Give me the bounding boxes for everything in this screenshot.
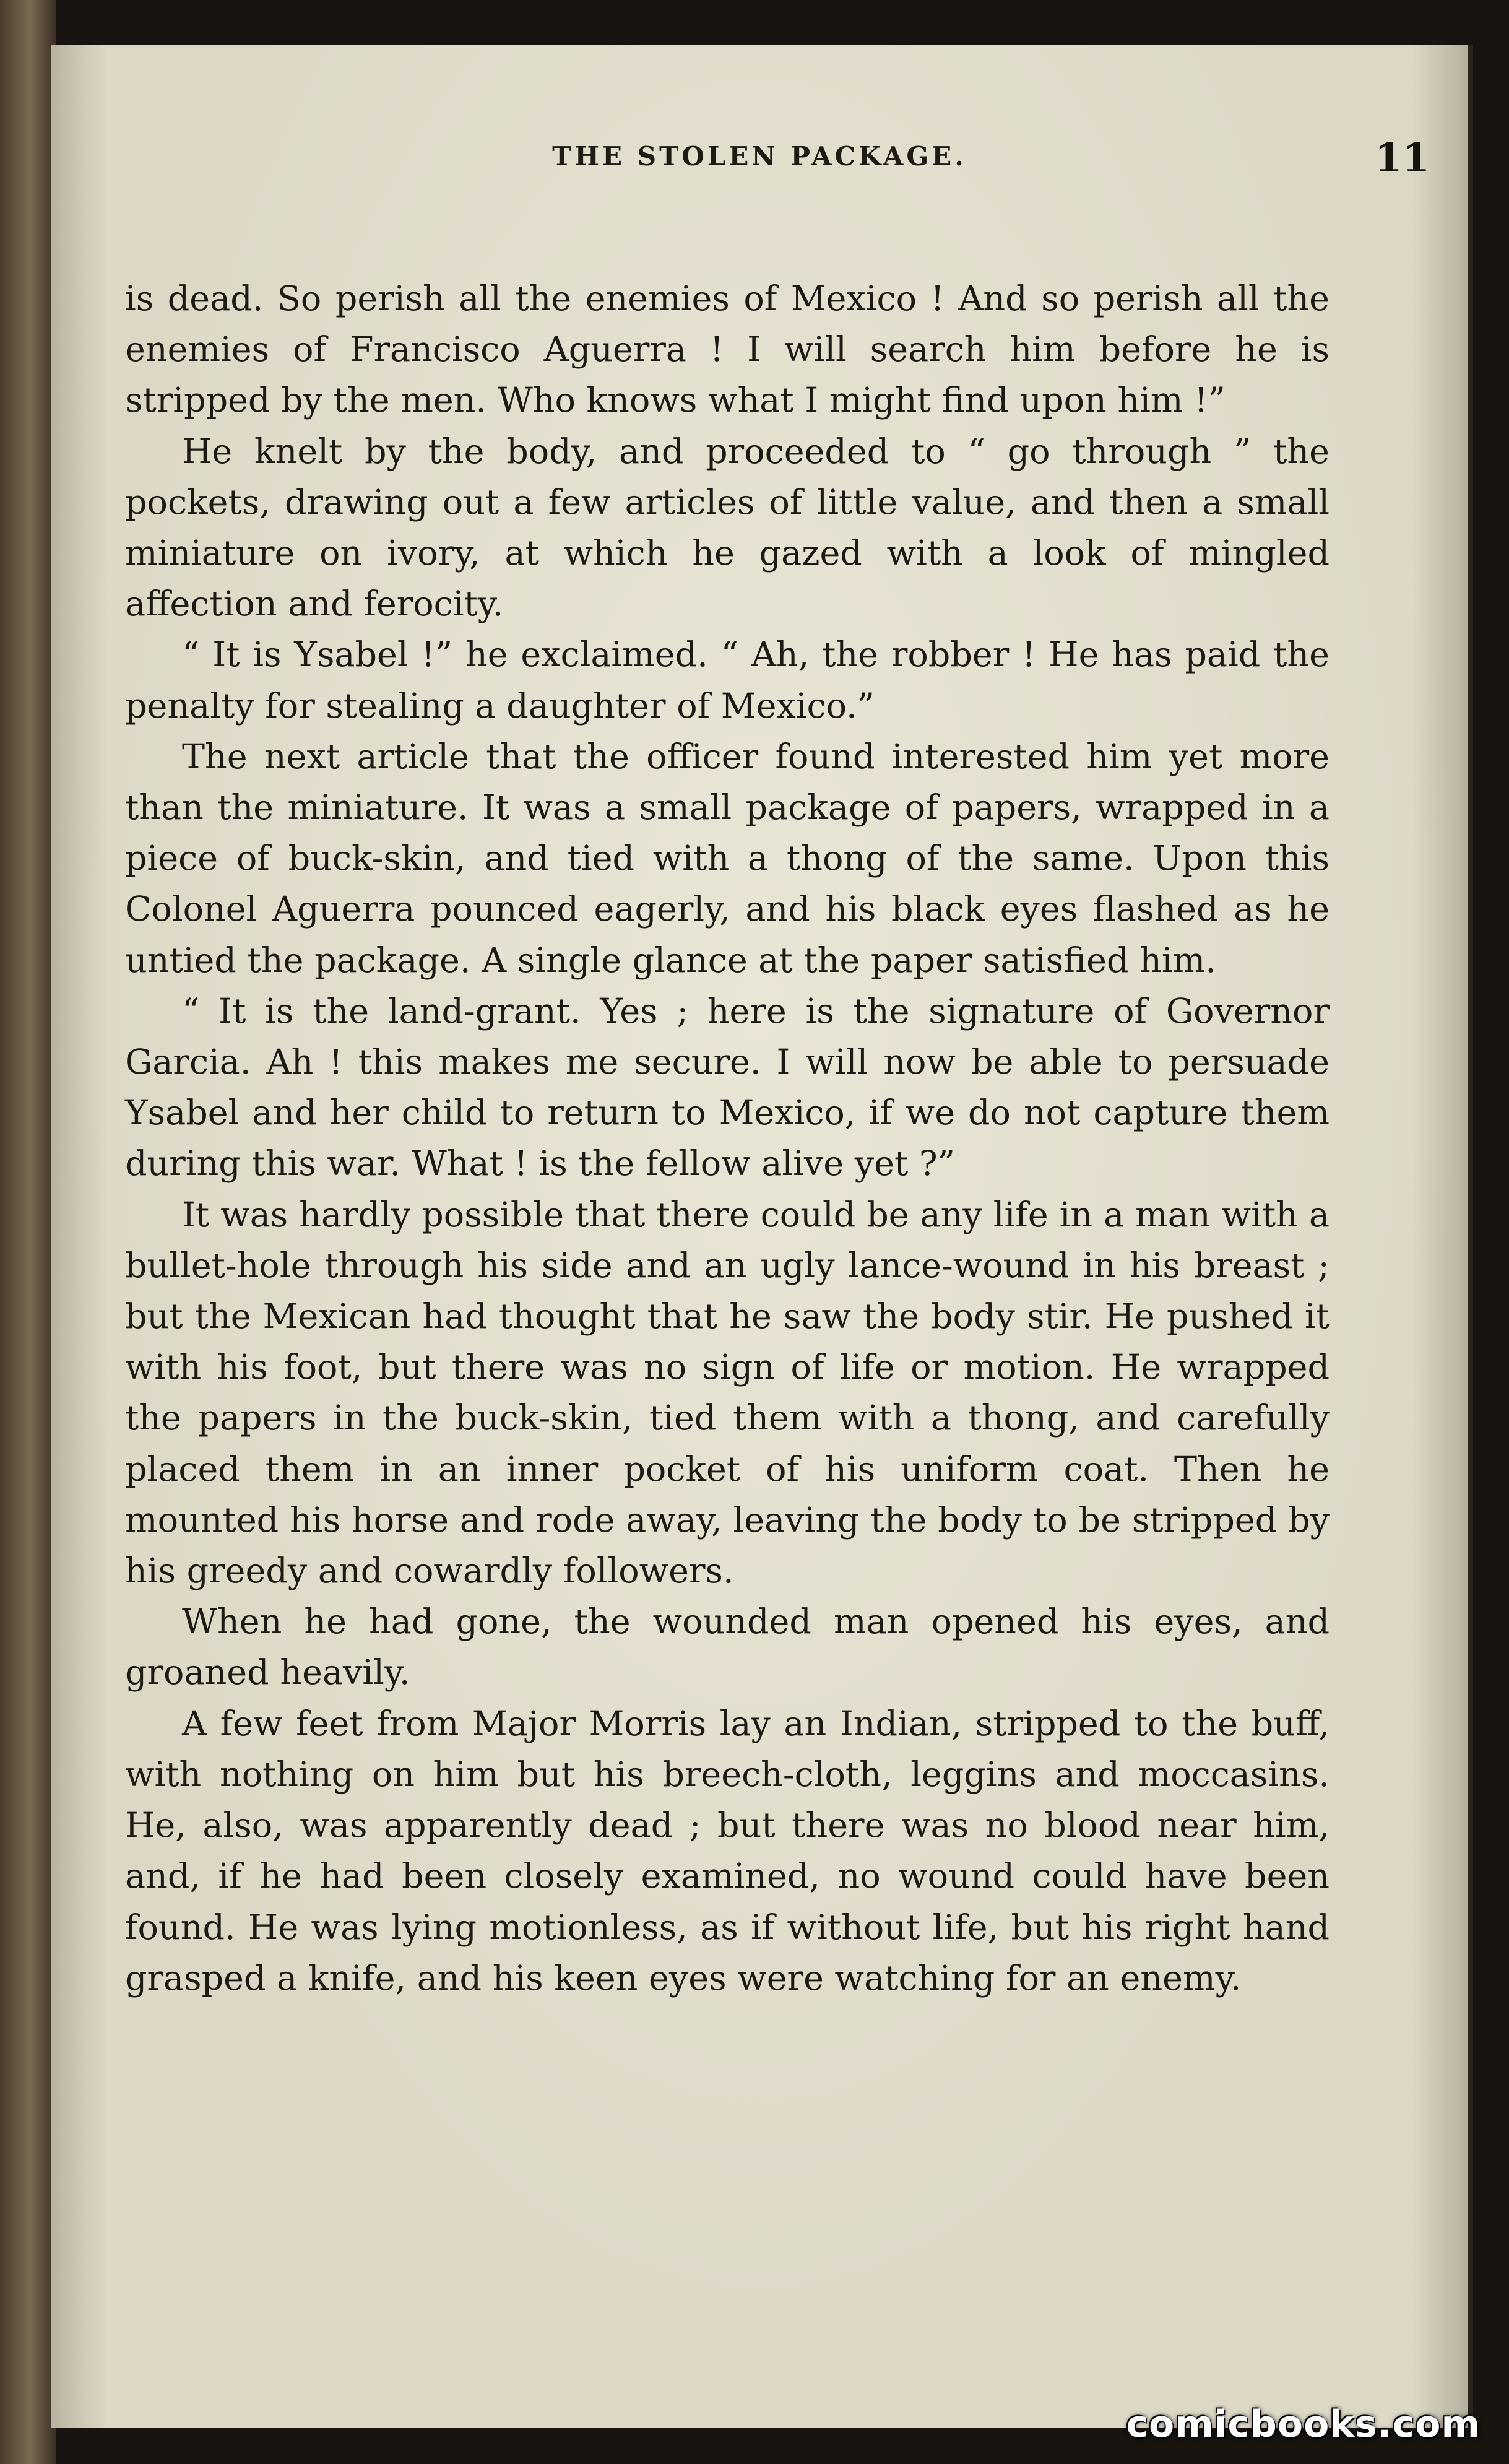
- paragraph: “ It is the land-grant. Yes ; here is the signature of Governor Garcia. Ah ! this makes me secure. I will now be able to persuade Ysabel and her child to return to Mexico, if we do not capture them during this war. What ! is the fellow alive yet ?”: [125, 991, 1330, 1184]
- running-head-title: THE STOLEN PACKAGE.: [552, 141, 967, 171]
- paragraph: He knelt by the body, and proceeded to “ go through ” the pockets, drawing out a few articles of little value, and then a small miniature on ivory, at which he gazed with a look of mingled affection and ferocity.: [125, 431, 1330, 625]
- paragraph: “ It is Ysabel !” he exclaimed. “ Ah, the robber ! He has paid the penalty for stealing a daughter of Mexico.”: [125, 635, 1330, 726]
- book-spine-edge: [0, 0, 56, 2464]
- book-page: [51, 45, 1473, 2428]
- paragraph: is dead. So perish all the enemies of Mexico ! And so perish all the enemies of Francisco Aguerra ! I will search him before he is stripped by the men. Who knows what I might find upon him !”: [125, 279, 1330, 421]
- paragraph: The next article that the officer found interested him yet more than the miniature. It was a small package of papers, wrapped in a piece of buck-skin, and tied with a thong of the same. Upon this Colonel Aguerra pounced eagerly, and his black eyes flashed as he untied the package. A single glance at the paper satisfied him.: [125, 736, 1330, 981]
- paragraph: When he had gone, the wounded man opened his eyes, and groaned heavily.: [125, 1602, 1330, 1693]
- running-head: [51, 135, 1468, 197]
- watermark-logo: comicbooks.com: [1126, 2403, 1481, 2446]
- paragraph: It was hardly possible that there could be any life in a man with a bullet-hole through his side and an ugly lance-wound in his breast ; but the Mexican had thought that he saw the body stir. He pushed it with his foot, but there was no sign of life or motion. He wrapped the papers in the buck-skin, tied them with a thong, and carefully placed them in an inner pocket of his uniform coat. Then he mounted his horse and rode away, leaving the body to be stripped by his greedy and cowardly followers.: [125, 1194, 1330, 1592]
- page-number: 11: [1374, 135, 1430, 181]
- paragraph: A few feet from Major Morris lay an Indian, stripped to the buff, with nothing on him but his breech-cloth, leggins and moccasins. He, also, was apparently dead ; but there was no blood near him, and, if he had been closely examined, no wound could have been found. He was lying motionless, as if without life, but his right hand grasped a knife, and his keen eyes were watching for an enemy.: [125, 1703, 1330, 1998]
- body-text: [125, 274, 1330, 2004]
